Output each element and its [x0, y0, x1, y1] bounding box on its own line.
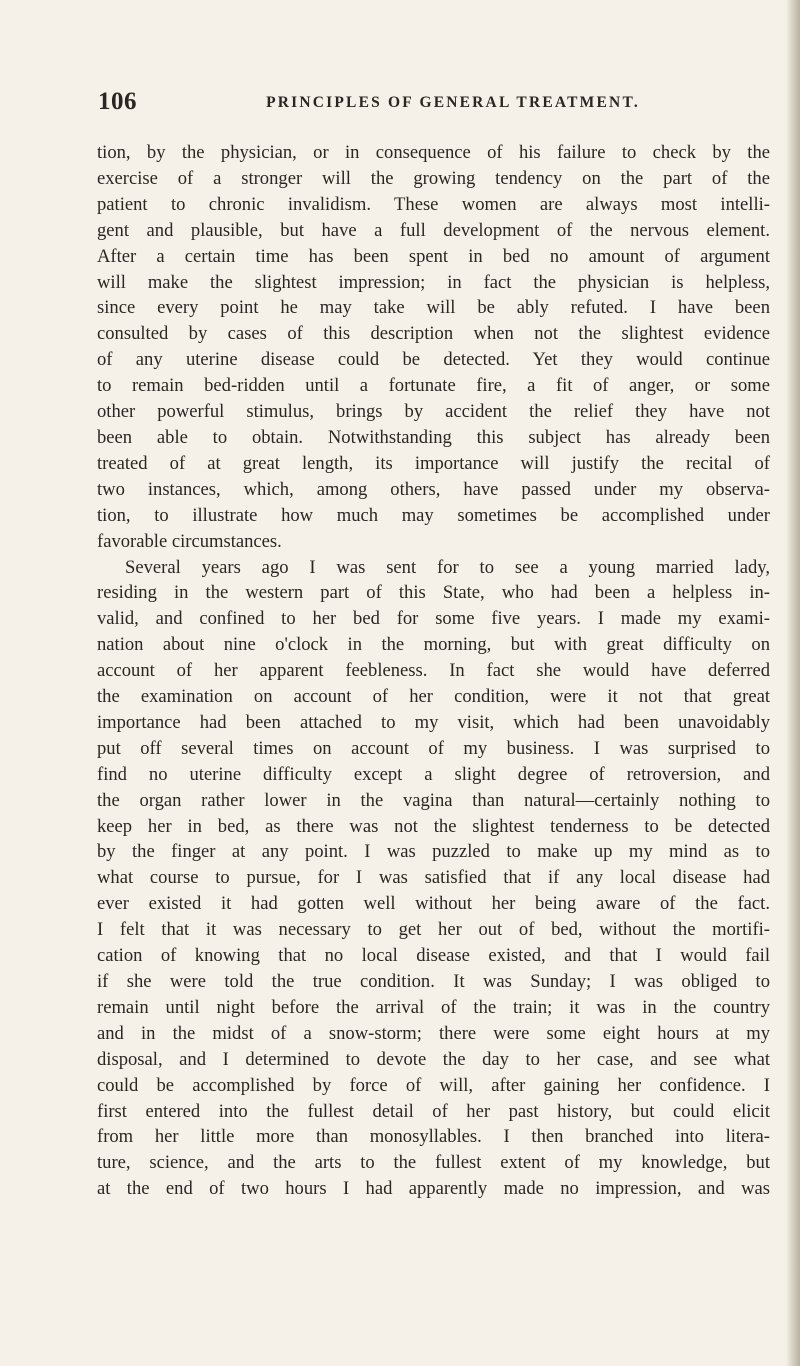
text-line: first entered into the fullest detail of her past history, but could elicit [97, 1100, 770, 1122]
text-line: residing in the western part of this State, who had been a helpless in- [97, 582, 770, 604]
text-line: favorable circumstances. [97, 530, 282, 552]
text-line: remain until night before the arrival of the train; it was in the country [97, 996, 770, 1018]
text-line: and in the midst of a snow-storm; there were some eight hours at my [97, 1022, 770, 1044]
text-line: could be accomplished by force of will, after gaining her confidence. I [97, 1074, 770, 1096]
text-line: two instances, which, among others, have passed under my observa- [97, 478, 770, 500]
text-line: tion, to illustrate how much may sometimes be accomplished under [97, 504, 770, 526]
text-line: consulted by cases of this description when not the slightest evidence [97, 323, 770, 345]
page-spine-shadow [786, 0, 800, 1366]
text-line: treated of at great length, its importance will justify the recital of [97, 452, 770, 474]
text-line: disposal, and I determined to devote the day to her case, and see what [97, 1048, 770, 1070]
text-line: will make the slightest impression; in fact the physician is helpless, [97, 271, 770, 293]
text-line: to remain bed-ridden until a fortunate fire, a fit of anger, or some [97, 375, 770, 397]
text-line: patient to chronic invalidism. These women are always most intelli- [97, 193, 770, 215]
text-line: of any uterine disease could be detected. Yet they would continue [97, 349, 770, 371]
text-line: the organ rather lower in the vagina than natural—certainly nothing to [97, 789, 770, 811]
text-line: tion, by the physician, or in consequence of his failure to check by the [97, 142, 770, 163]
body-text [97, 140, 770, 1202]
text-line: from her little more than monosyllables. I then branched into litera- [97, 1126, 770, 1148]
page-number: 106 [98, 88, 137, 115]
text-line: put off several times on account of my business. I was surprised to [97, 737, 770, 759]
text-line: cation of knowing that no local disease existed, and that I would fail [97, 945, 770, 967]
running-title: PRINCIPLES OF GENERAL TREATMENT. [266, 94, 640, 111]
text-line: other powerful stimulus, brings by accident the relief they have not [97, 401, 770, 423]
text-line: account of her apparent feebleness. In fact she would have deferred [97, 660, 770, 682]
text-line: I felt that it was necessary to get her out of bed, without the mortifi- [97, 919, 770, 941]
text-line: keep her in bed, as there was not the slightest tenderness to be detected [97, 815, 770, 837]
running-head [98, 88, 788, 116]
text-line: what course to pursue, for I was satisfied that if any local disease had [97, 867, 770, 889]
text-line: been able to obtain. Notwithstanding this subject has already been [97, 426, 770, 448]
text-line: at the end of two hours I had apparently made no impression, and was [97, 1178, 770, 1200]
text-line: valid, and confined to her bed for some five years. I made my exami- [97, 608, 770, 630]
text-line: gent and plausible, but have a full development of the nervous element. [97, 219, 770, 241]
text-line: the examination on account of her condition, were it not that great [97, 686, 770, 708]
text-line: ever existed it had gotten well without her being aware of the fact. [97, 893, 770, 915]
text-line: Several years ago I was sent for to see a young married lady, [125, 556, 770, 578]
text-line: since every point he may take will be ably refuted. I have been [97, 297, 770, 319]
text-line: if she were told the true condition. It was Sunday; I was obliged to [97, 971, 770, 992]
text-line: importance had been attached to my visit, which had been unavoidably [97, 711, 770, 733]
text-line: by the finger at any point. I was puzzled to make up my mind as to [97, 841, 770, 863]
text-line: nation about nine o'clock in the morning, but with great difficulty on [97, 634, 770, 656]
text-line: After a certain time has been spent in bed no amount of argument [97, 245, 770, 267]
text-line: ture, science, and the arts to the fullest extent of my knowledge, but [97, 1152, 770, 1174]
text-line: find no uterine difficulty except a slight degree of retroversion, and [97, 763, 770, 785]
text-line: exercise of a stronger will the growing tendency on the part of the [97, 167, 770, 189]
